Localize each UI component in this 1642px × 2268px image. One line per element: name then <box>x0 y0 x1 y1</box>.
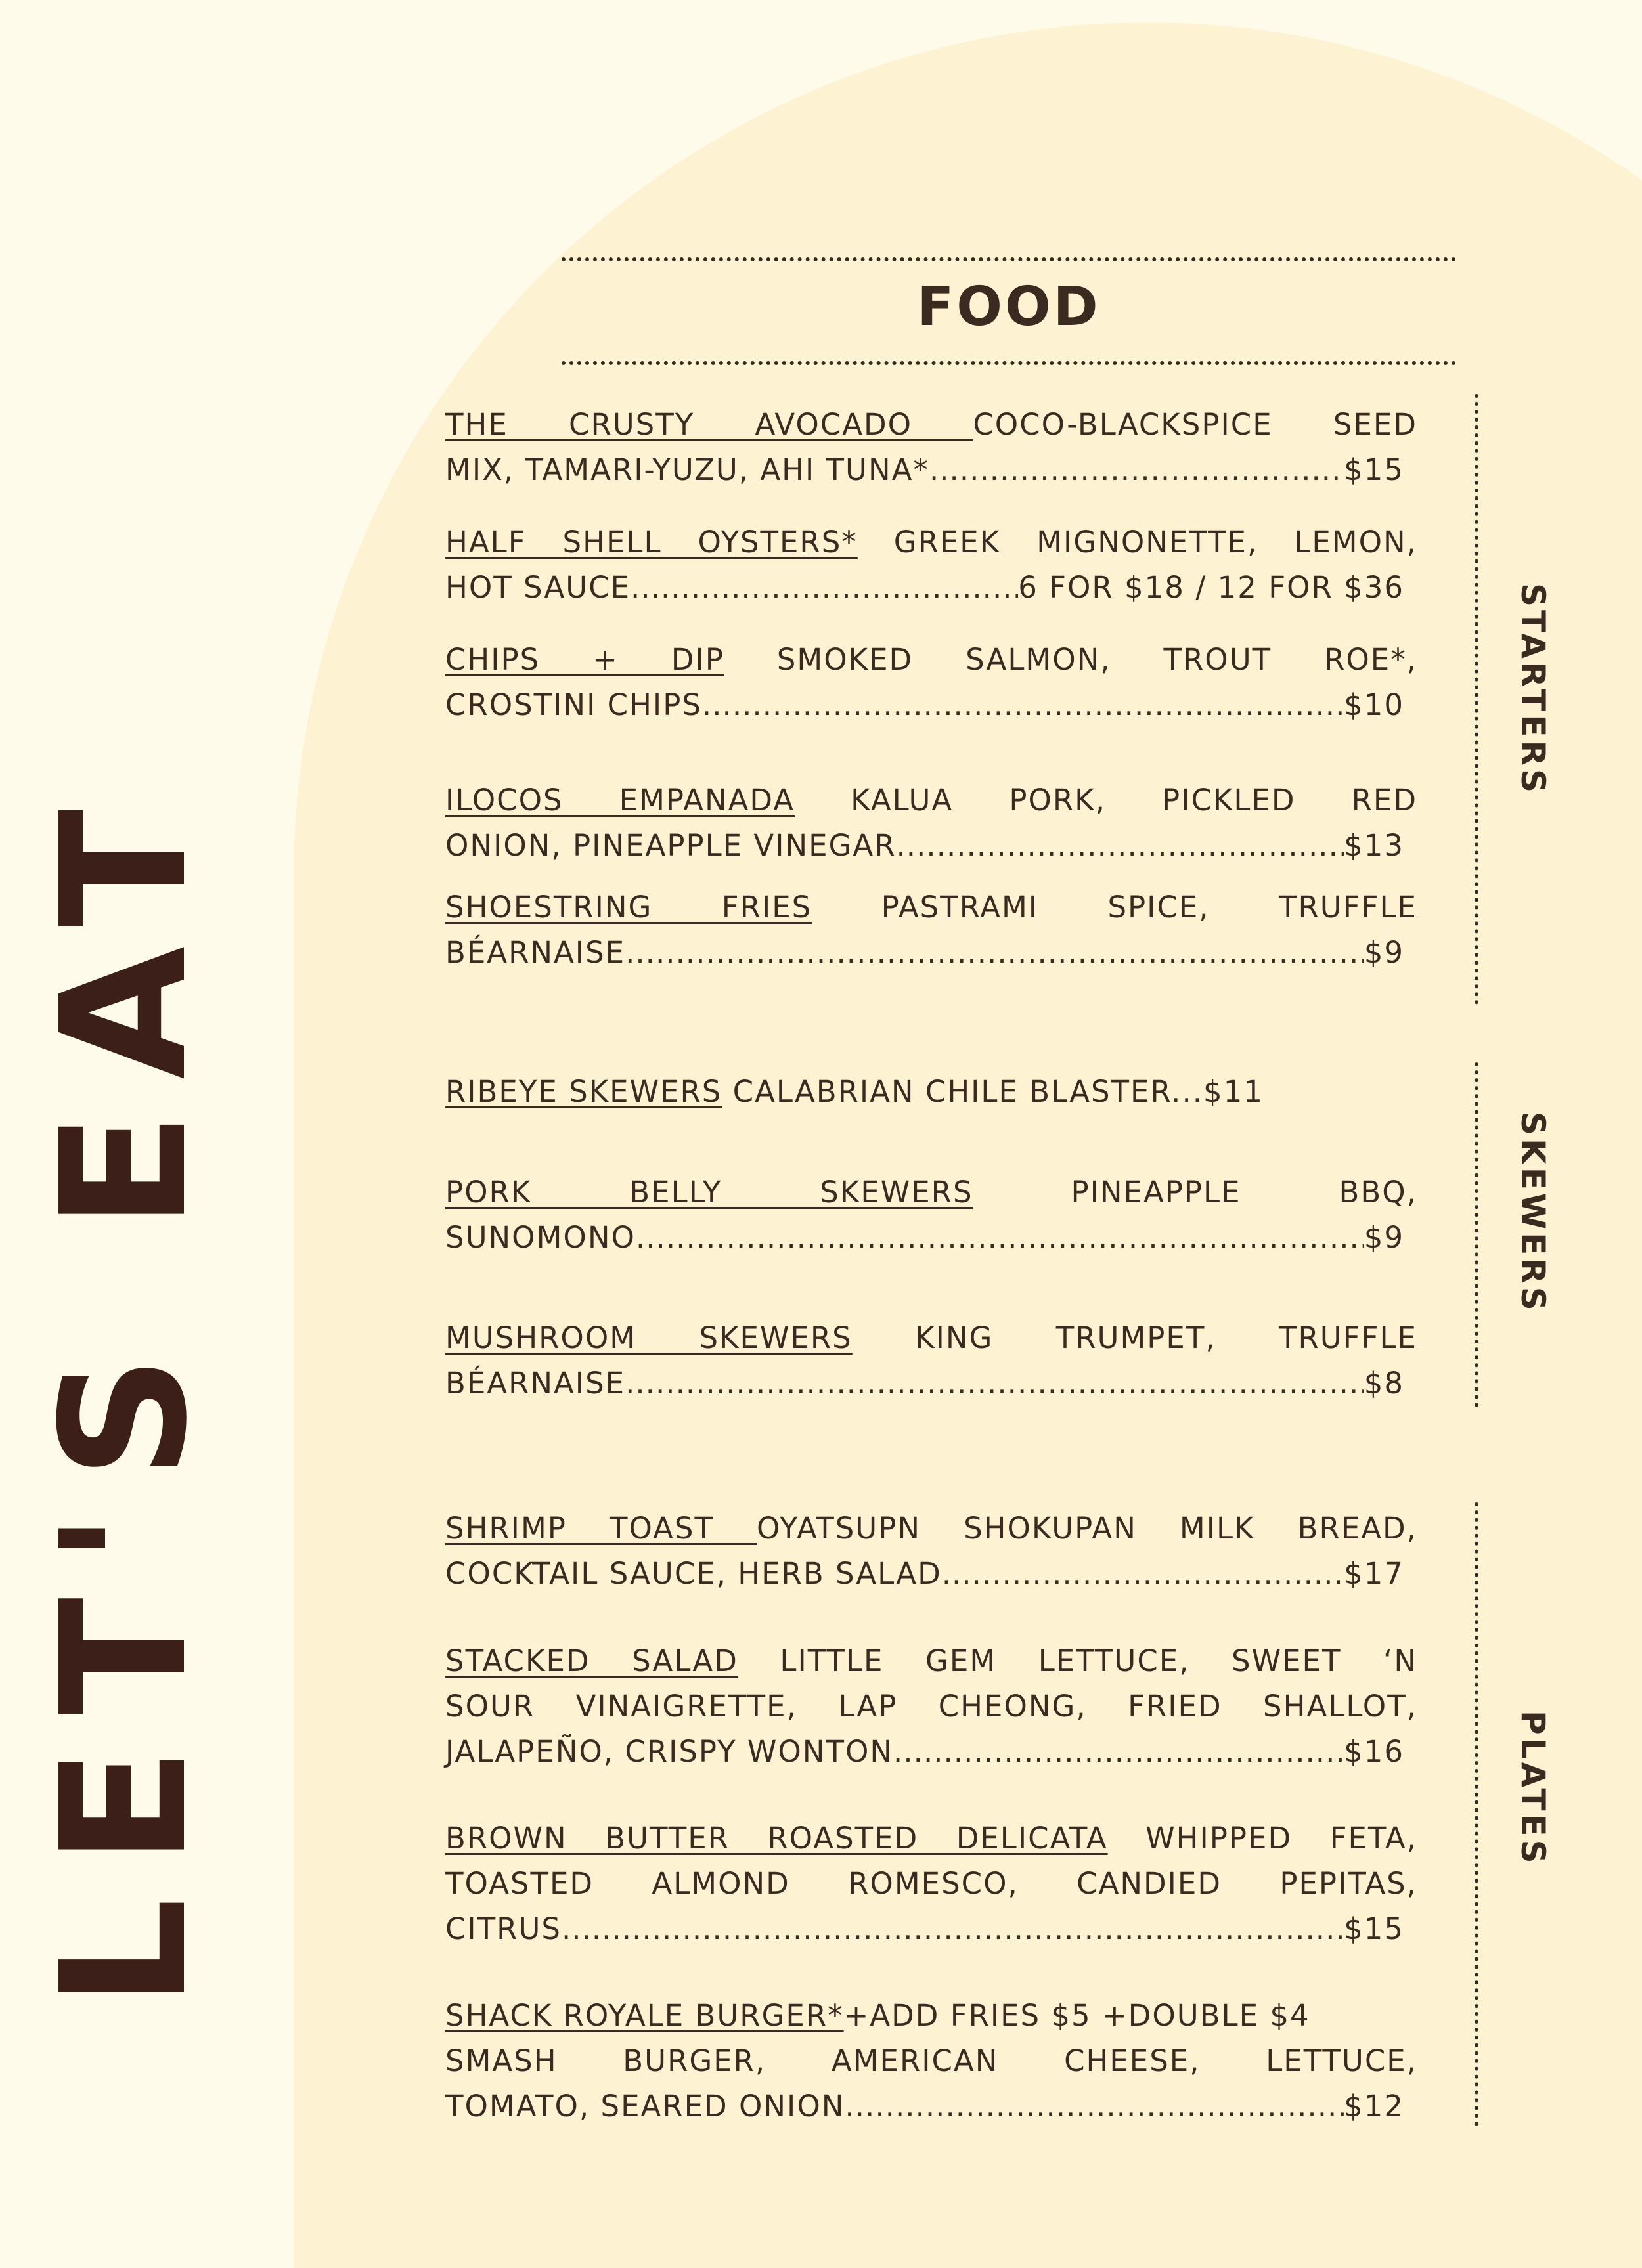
dot-leader <box>942 1551 1344 1596</box>
item-description: BÉARNAISE <box>445 935 626 970</box>
item-name: SHACK ROYALE BURGER* <box>445 1998 844 2033</box>
page-title: FOOD <box>917 276 1101 338</box>
dot-leader <box>562 1906 1344 1952</box>
dot-leader <box>929 447 1344 492</box>
section-label-starters: STARTERS <box>1514 583 1552 796</box>
item-name: MUSHROOM SKEWERS <box>445 1320 853 1355</box>
menu-item <box>445 777 1417 868</box>
menu-item <box>445 637 1417 728</box>
item-description: SUNOMONO <box>445 1220 636 1255</box>
item-description: TOMATO, SEARED ONION <box>445 2089 845 2124</box>
dot-leader <box>625 1361 1364 1406</box>
item-name: SHRIMP TOAST <box>445 1511 757 1546</box>
menu-item <box>445 519 1417 610</box>
item-description: +ADD FRIES $5 +DOUBLE $4 <box>843 1998 1310 2033</box>
menu-item <box>445 1069 1417 1114</box>
menu-item <box>445 1169 1417 1260</box>
item-description: BÉARNAISE <box>445 1366 626 1401</box>
item-price: $12 <box>1344 2089 1404 2124</box>
item-description: COCO-BLACKSPICE SEED <box>973 407 1417 442</box>
menu-item <box>445 1993 1417 2129</box>
item-description: TOASTED ALMOND ROMESCO, CANDIED PEPITAS, <box>445 1866 1417 1901</box>
dot-leader <box>893 1729 1344 1774</box>
menu-item <box>445 402 1417 492</box>
item-price: $16 <box>1344 1734 1404 1769</box>
plates-divider <box>1475 1502 1478 2126</box>
item-description: CALABRIAN CHILE BLASTER...$11 <box>722 1074 1264 1109</box>
item-description: SMOKED SALMON, TROUT ROE*, <box>724 642 1418 677</box>
dot-leader <box>845 2083 1344 2129</box>
item-description: CITRUS <box>445 1911 562 1946</box>
item-price: $17 <box>1344 1556 1404 1591</box>
lets-eat-title: LET'S EAT <box>24 776 225 2008</box>
section-label-plates: PLATES <box>1514 1711 1552 1867</box>
item-description: ONION, PINEAPPLE VINEGAR <box>445 828 897 863</box>
dot-leader <box>625 930 1364 975</box>
top-dotted-rule <box>562 257 1456 261</box>
item-description: KING TRUMPET, TRUFFLE <box>852 1320 1417 1355</box>
menu-item <box>445 1816 1417 1952</box>
item-price: $9 <box>1364 1220 1404 1255</box>
skewers-divider <box>1475 1062 1478 1407</box>
item-description: PINEAPPLE BBQ, <box>973 1175 1417 1210</box>
menu-item <box>445 1506 1417 1596</box>
dot-leader <box>636 1215 1364 1260</box>
menu-item <box>445 1638 1417 1774</box>
item-description: WHIPPED FETA, <box>1107 1821 1417 1856</box>
item-price: $10 <box>1344 687 1404 722</box>
menu-item <box>445 884 1417 975</box>
menu-item <box>445 1315 1417 1406</box>
item-description: HOT SAUCE <box>445 570 631 605</box>
dot-leader <box>896 823 1344 868</box>
item-description: GREEK MIGNONETTE, LEMON, <box>857 525 1417 559</box>
item-name: THE CRUSTY AVOCADO <box>445 407 973 442</box>
item-description: LITTLE GEM LETTUCE, SWEET ‘N <box>738 1644 1418 1678</box>
item-description: KALUA PORK, PICKLED RED <box>795 783 1417 818</box>
item-description: CROSTINI CHIPS <box>445 687 702 722</box>
item-description: JALAPEÑO, CRISPY WONTON <box>445 1734 894 1769</box>
item-description: SMASH BURGER, AMERICAN CHEESE, LETTUCE, <box>445 2043 1417 2078</box>
item-name: PORK BELLY SKEWERS <box>445 1175 973 1210</box>
item-name: SHOESTRING FRIES <box>445 890 812 925</box>
dot-leader <box>631 565 1018 610</box>
item-price: $13 <box>1344 828 1404 863</box>
item-price: 6 FOR $18 / 12 FOR $36 <box>1018 570 1404 605</box>
item-description: COCKTAIL SAUCE, HERB SALAD <box>445 1556 942 1591</box>
item-name: CHIPS + DIP <box>445 642 724 677</box>
item-description: SOUR VINAIGRETTE, LAP CHEONG, FRIED SHALLOT, <box>445 1689 1417 1724</box>
dot-leader <box>702 682 1344 728</box>
item-description: MIX, TAMARI-YUZU, AHI TUNA* <box>445 452 929 487</box>
bottom-dotted-rule <box>562 361 1456 365</box>
item-name: BROWN BUTTER ROASTED DELICATA <box>445 1821 1108 1856</box>
item-description: OYATSUPN SHOKUPAN MILK BREAD, <box>757 1511 1417 1546</box>
item-price: $9 <box>1364 935 1404 970</box>
item-price: $15 <box>1344 1911 1404 1946</box>
item-price: $8 <box>1364 1366 1404 1401</box>
section-label-skewers: SKEWERS <box>1514 1112 1552 1314</box>
item-description: PASTRAMI SPICE, TRUFFLE <box>812 890 1417 925</box>
item-price: $15 <box>1344 452 1404 487</box>
item-name: STACKED SALAD <box>445 1644 738 1678</box>
item-name: HALF SHELL OYSTERS* <box>445 525 858 559</box>
item-name: ILOCOS EMPANADA <box>445 783 795 818</box>
item-name: RIBEYE SKEWERS <box>445 1074 722 1109</box>
starters-divider <box>1475 394 1478 1005</box>
